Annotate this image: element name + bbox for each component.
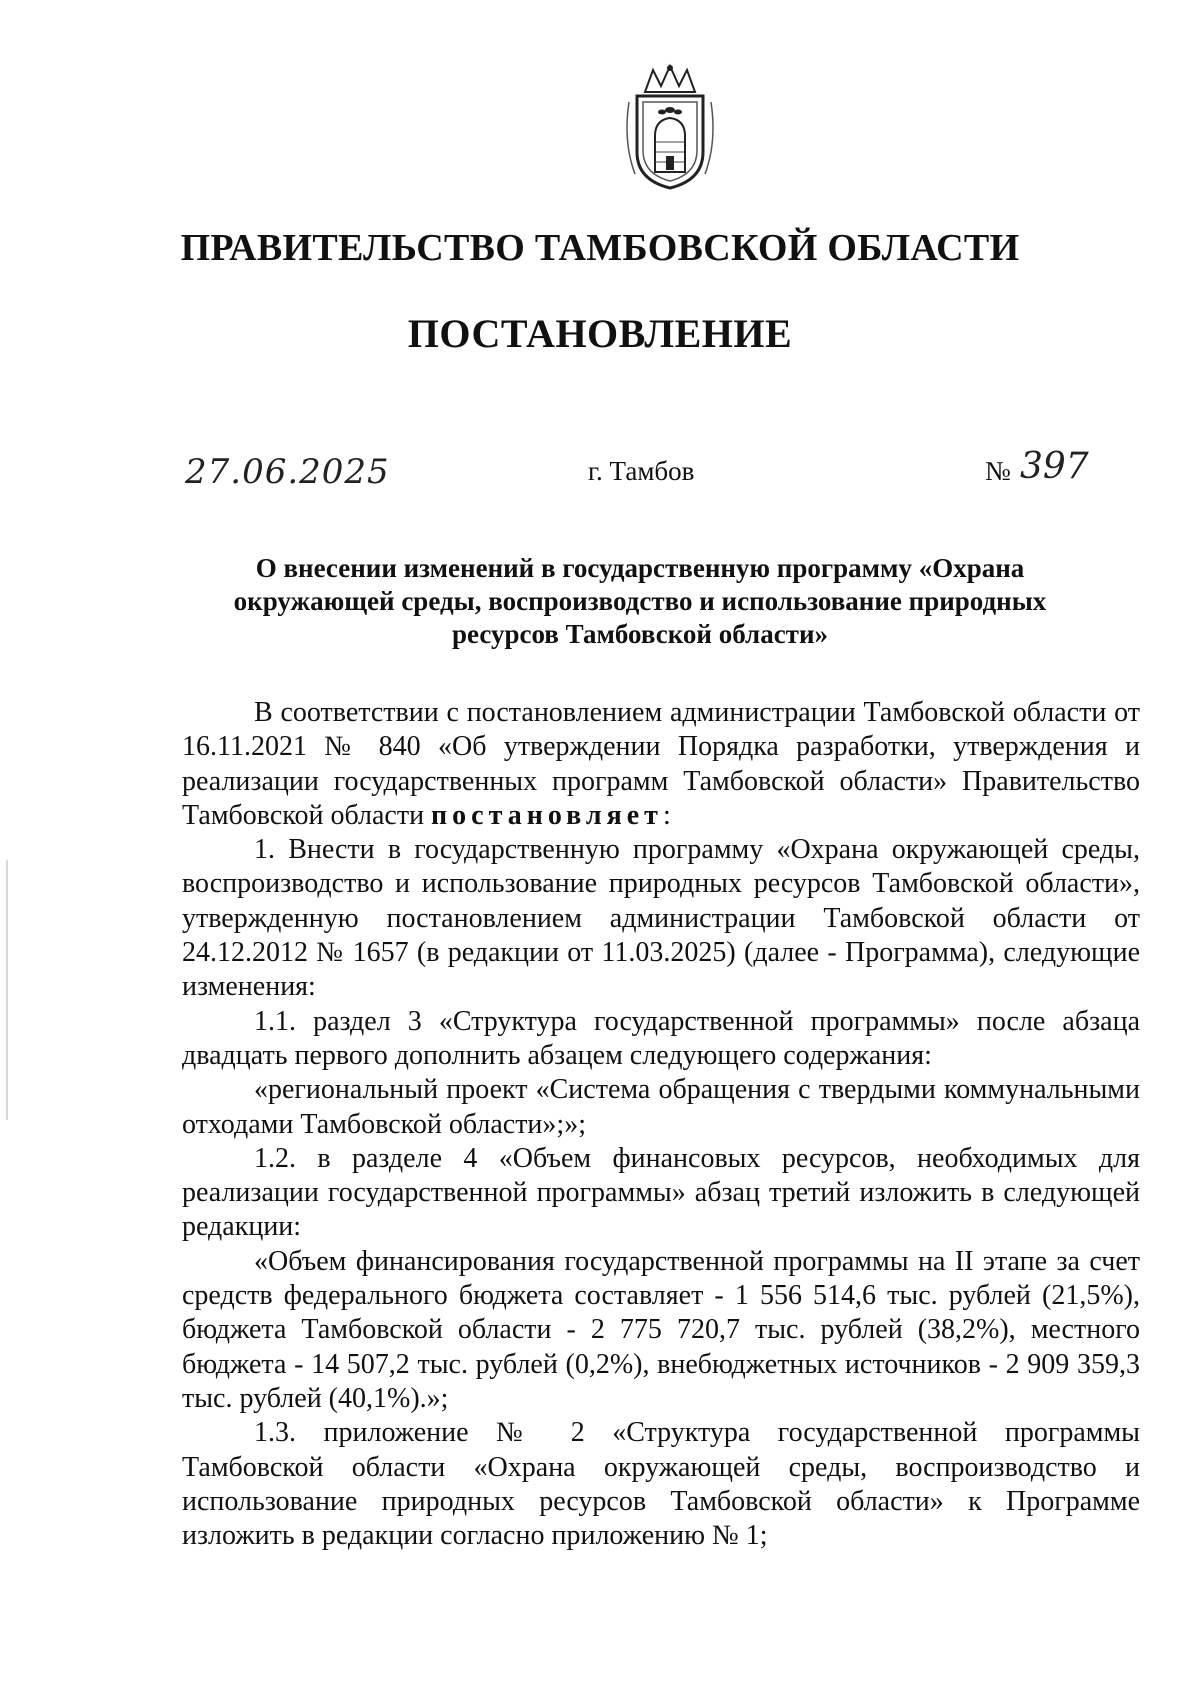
document-body <box>182 696 1140 1553</box>
document-city: г. Тамбов <box>588 456 695 486</box>
preamble-paragraph <box>182 696 1140 833</box>
document-number-label: № <box>985 456 1011 486</box>
preamble-end: : <box>662 799 671 831</box>
document-subject: О внесении изменений в государственную программу «Охрана окружающей среды, воспроизводство и использование природных ресурсов Тамбовской области» <box>233 553 1047 649</box>
paragraph-item-1: 1. Внести в государственную программу «Охрана окружающей среды, воспроизводство и использование природных ресурсов Тамбовской области», утвержденную постановлением администрации Тамбовской области от 24.12.2012 № 1657 (в редакции от 11.03.2025) (далее - Программа), следующие изменения: <box>182 834 1140 1003</box>
preamble-verb: постановляет <box>431 799 663 831</box>
document-date: 27.06.2025 <box>185 452 390 492</box>
coat-of-arms-icon <box>615 62 725 192</box>
document-number: 397 <box>1020 446 1089 487</box>
paragraph-item-1-2: 1.2. в разделе 4 «Объем финансовых ресурсов, необходимых для реализации государственной программы» абзац третий изложить в следующей редакции: <box>182 1142 1140 1243</box>
scan-edge-mark <box>6 860 8 1120</box>
paragraph-item-1-3: 1.3. приложение № 2 «Структура государственной программы Тамбовской области «Охрана окружающей среды, воспроизводство и использование природных ресурсов Тамбовской области» к Программе изложить в редакции согласно приложению № 1; <box>182 1417 1140 1552</box>
document-type-title: ПОСТАНОВЛЕНИЕ <box>407 311 793 356</box>
preamble-text: В соответствии с постановлением администрации Тамбовской области от 16.11.2021 № 840 «Об утверждении Порядка разработки, утверждения и реализации государственных программ Тамбовской области» Правительство Тамбовской области <box>182 697 1140 831</box>
government-title: ПРАВИТЕЛЬСТВО ТАМБОВСКОЙ ОБЛАСТИ <box>180 227 1020 269</box>
paragraph-quote-1-2: «Объем финансирования государственной программы на II этапе за счет средств федерального бюджета составляет - 1 556 514,6 тыс. рублей (21,5%), бюджета Тамбовской области - 2 775 720,7 тыс. рублей (38,2%), местного бюджета - 14 507,2 тыс. рублей (0,2%), внебюджетных источников - 2 909 359,3 тыс. рублей (40,1%).»; <box>182 1245 1140 1414</box>
paragraph-item-1-1: 1.1. раздел 3 «Структура государственной программы» после абзаца двадцать первого дополнить абзацем следующего содержания: <box>182 1005 1140 1071</box>
paragraph-quote-1-1: «региональный проект «Система обращения с твердыми коммунальными отходами Тамбовской области»;»; <box>182 1074 1140 1140</box>
